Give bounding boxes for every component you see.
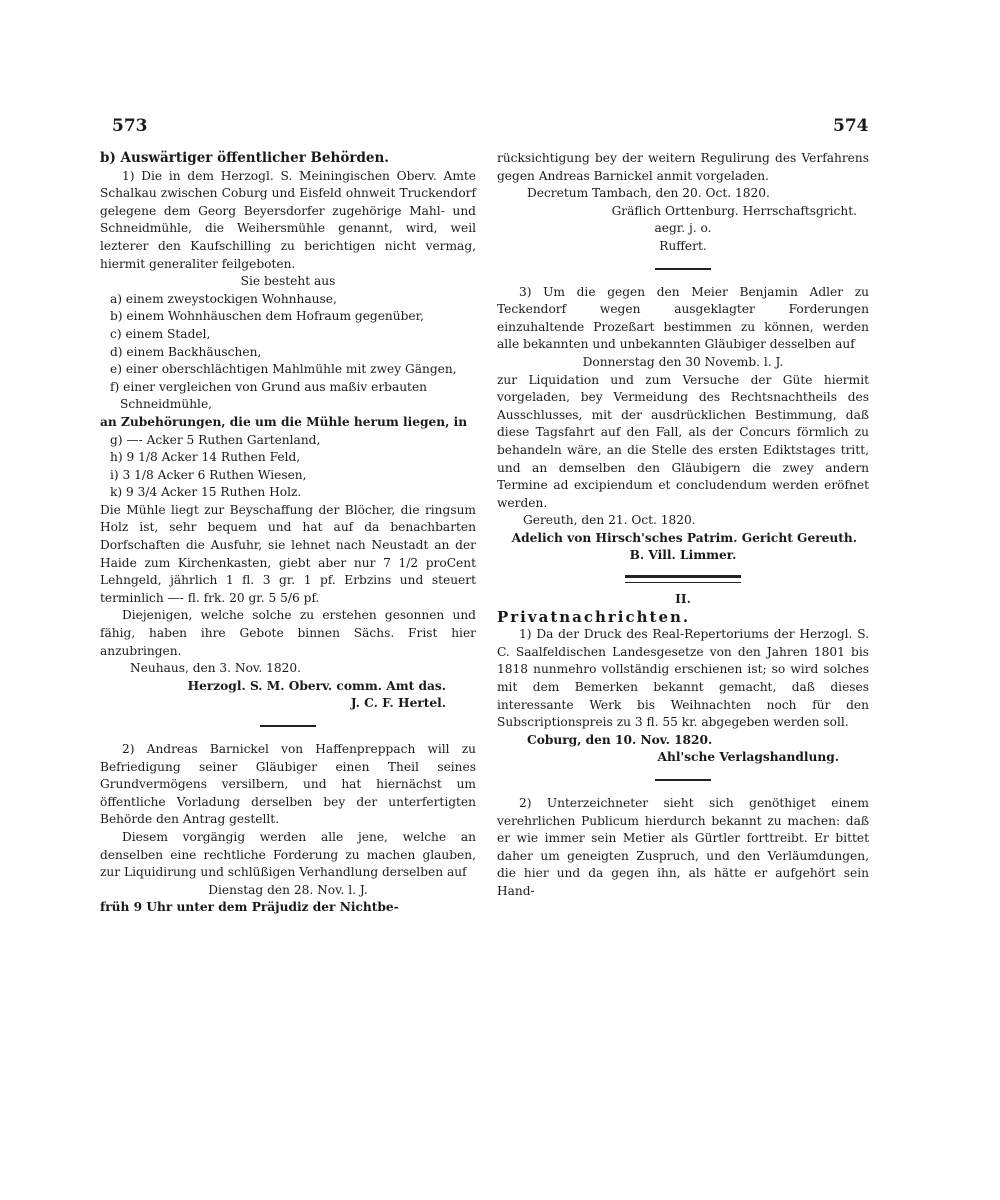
notice-2-time: früh 9 Uhr unter dem Präjudiz der Nichtbe- xyxy=(100,900,399,915)
notice-1-buildings-list xyxy=(100,291,476,414)
notice-1-besteht: Sie besteht aus xyxy=(240,274,336,289)
notice-1-signature: J. C. F. Hertel. xyxy=(350,696,446,711)
private-notice-1-place-date: Coburg, den 10. Nov. 1820. xyxy=(527,732,713,747)
notice-2-continuation: rücksichtigung bey der weitern Regulirung des Verfahrens gegen Andreas Barnickel anmit vorgeladen. xyxy=(497,151,869,183)
notice-1-description: Die Mühle liegt zur Beyschaffung der Blöcher, die ringsum Holz ist, sehr bequem und hat auf da benachbarten Dorfschaften die Ausfuhr, sie lehnet nach Neustadt an der Haide zum Kirchenkasten, giebt aber nur 7 1/2 proCent Lehngeld, jährlich 1 fl. 3 gr. 1 pf. Erbzins und steuert terminlich —- fl. frk. 20 gr. 5 5/6 pf. xyxy=(100,502,476,605)
separator-rule xyxy=(655,268,711,270)
notice-3-signatures: B. Vill. Limmer. xyxy=(629,548,737,563)
section-rule-thin xyxy=(625,582,741,583)
notice-2-place-date: Decretum Tambach, den 20. Oct. 1820. xyxy=(527,186,770,201)
right-column xyxy=(497,150,869,901)
list-item: k) 9 3/4 Acker 15 Ruthen Holz. xyxy=(110,485,302,500)
page-number-left: 573 xyxy=(112,116,148,136)
list-item: e) einer oberschlächtigen Mahlmühle mit zwey Gängen, xyxy=(110,362,457,377)
list-item: b) einem Wohnhäuschen dem Hofraum gegenüber, xyxy=(110,309,424,324)
notice-2-aegr: aegr. j. o. xyxy=(654,221,712,236)
notice-1-authority: Herzogl. S. M. Oberv. comm. Amt das. xyxy=(187,678,446,693)
list-item: c) einem Stadel, xyxy=(110,326,211,341)
notice-1-place-date: Neuhaus, den 3. Nov. 1820. xyxy=(130,661,302,676)
notice-3-place-date: Gereuth, den 21. Oct. 1820. xyxy=(523,513,696,528)
list-item: i) 3 1/8 Acker 6 Ruthen Wiesen, xyxy=(110,467,307,482)
list-item: d) einem Backhäuschen, xyxy=(110,344,262,359)
private-notice-2: 2) Unterzeichneter sieht sich genöthiget einem verehrlichen Publicum hierdurch bekannt zu machen: daß er wie immer sein Metier als Gürtler forttreibt. Er bittet daher um geneigten Zuspruch, und den Verläumdungen, die hier und da gegen ihn, als hätte er aufgehört sein Hand- xyxy=(497,796,869,898)
notice-1-bids: Diejenigen, welche solche zu erstehen gesonnen und fähig, haben ihre Gebote binnen Sächs. Frist hier anzubringen. xyxy=(100,608,476,658)
private-notice-1: 1) Da der Druck des Real-Repertoriums der Herzogl. S. C. Saalfeldischen Landesgesetze von den Jahren 1801 bis 1818 nunmehro vollständig erschienen ist; so wird solches mit dem Bemerken bekannt gemacht, daß dieses interessante Werk bis Weihnachten noch für den Subscriptionspreis zu 3 fl. 55 kr. abgegeben werden soll. xyxy=(497,627,869,730)
private-notice-1-signature: Ahl'sche Verlagshandlung. xyxy=(657,750,839,765)
section-number: II. xyxy=(675,592,691,607)
notice-3-summons: zur Liquidation und zum Versuche der Güte hiermit vorgeladen, bey Vermeidung des Rechtsnachtheils des Ausschlusses, mit der ausdrücklichen Bestimmung, daß diese Tagsfahrt auf den Fall, als der Concurs förmlich zu behandeln wäre, an die Stelle des ersten Ediktstages tritt, und an demselben den Gläubigern die zwey andern Termine ad excipiendum et concludendum werden eröfnet werden. xyxy=(497,372,869,510)
notice-2-signature: Ruffert. xyxy=(659,238,707,253)
notice-1-intro: 1) Die in dem Herzogl. S. Meiningischen Oberv. Amte Schalkau zwischen Coburg und Eisfeld ohnweit Truckendorf gelegene dem Georg Beyersdorfer zugehörige Mahl- und Schneidmühle, die Weihersmühle genannt, wird, weil lezterer den Kaufschilling zu berichtigen nicht vermag, hiermit generaliter feilgeboten. xyxy=(100,168,476,271)
notice-1-zubehoer: an Zubehörungen, die um die Mühle herum liegen, in xyxy=(100,414,468,429)
page-number-right: 574 xyxy=(833,116,869,136)
notice-2-intro: 2) Andreas Barnickel von Haffenpreppach will zu Befriedigung seiner Gläubiger einen Theil seines Grundvermögens versilbern, und hat hiernächst um öffentliche Vorladung derselben bey der unterfertigten Behörde den Antrag gestellt. xyxy=(100,742,476,827)
list-item: h) 9 1/8 Acker 14 Ruthen Feld, xyxy=(110,450,301,465)
list-item: f) einer vergleichen von Grund aus maßiv erbauten Schneidmühle, xyxy=(110,379,428,412)
left-column xyxy=(100,150,476,917)
notice-3-date: Donnerstag den 30 Novemb. l. J. xyxy=(582,354,784,369)
list-item: g) —- Acker 5 Ruthen Gartenland, xyxy=(110,432,321,447)
section-title: Privatnachrichten. xyxy=(497,607,691,626)
separator-rule xyxy=(260,725,316,727)
section-heading-b: b) Auswärtiger öffentlicher Behörden. xyxy=(100,150,389,166)
notice-3-authority: Adelich von Hirsch'sches Patrim. Gericht Gereuth. xyxy=(511,530,857,545)
notice-3-intro: 3) Um die gegen den Meier Benjamin Adler zu Teckendorf wegen ausgeklagter Forderungen einzuhaltende Prozeßart bestimmen zu können, werden alle bekannten und unbekannten Gläubiger desselben auf xyxy=(497,284,869,352)
notice-2-date: Dienstag den 28. Nov. l. J. xyxy=(208,882,368,897)
notice-1-land-list xyxy=(100,432,476,502)
notice-2-authority: Gräflich Orttenburg. Herrschaftsgricht. xyxy=(611,203,857,218)
separator-rule xyxy=(655,779,711,781)
section-rule-thick xyxy=(625,575,741,578)
list-item: a) einem zweystockigen Wohnhause, xyxy=(110,291,337,306)
notice-2-summons: Diesem vorgängig werden alle jene, welche an denselben eine rechtliche Forderung zu machen glauben, zur Liquidirung und schlüßigen Verhandlung derselben auf xyxy=(100,829,476,880)
